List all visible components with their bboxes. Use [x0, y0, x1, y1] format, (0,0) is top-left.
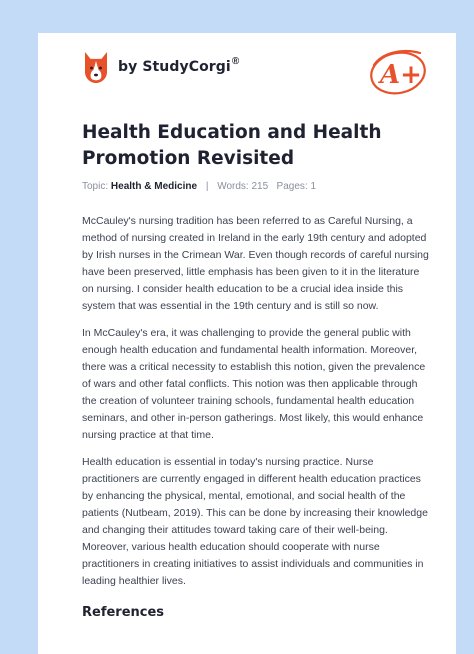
brand-name: by StudyCorgi: [118, 59, 231, 75]
grade-text: A+: [380, 60, 422, 90]
document-body: [82, 213, 432, 600]
topic-link[interactable]: Health & Medicine: [110, 181, 198, 192]
pages-count: 1: [310, 181, 317, 192]
body-paragraph: In McCauley's era, it was challenging to provide the general public with enough health education and fundamental health information. Moreover, there was a critical necessity to establish this notion, given the prevalence of wars and other fatal conflicts. This notion was then applicable through the creation of volunteer training schools, fundamental health education seminars, and other in-person gatherings. Most likely, this would enhance nursing practice at that time.: [82, 327, 426, 441]
grade-a-plus-badge: [364, 43, 440, 99]
body-paragraph: Health education is essential in today's nursing practice. Nurse practitioners are currently engaged in different health education practices by enhancing the physical, mental, emotional, and social health of the patients (Nutbeam, 2019). This can be done by increasing their knowledge and changing their attitudes toward taking care of their well-being. Moreover, various health education should cooperate with nurse practitioners in creating initiatives to assist individuals and communities in leading healthier lives.: [82, 456, 428, 587]
document-meta: [82, 181, 316, 192]
references-heading: References: [82, 605, 165, 620]
corgi-head-icon: [82, 50, 110, 84]
pages-label: Pages:: [276, 181, 308, 192]
brand-header[interactable]: [82, 47, 239, 87]
meta-separator: |: [205, 181, 209, 192]
registered-mark: ®: [231, 55, 240, 67]
body-paragraph: McCauley's nursing tradition has been referred to as Careful Nursing, a method of nursing created in Ireland in the early 19th century and adopted by Irish nurses in the Crimean War. Even though records of careful nursing have been preserved, little emphasis has been given to it in the literature on nursing. I consider health education to be a crucial idea inside this system that was essential in the 19th century and is still so now.: [82, 215, 429, 312]
words-label: Words:: [217, 181, 249, 192]
page-title: Health Education and Health Promotion Revisited: [82, 122, 382, 169]
document-page: [38, 33, 456, 654]
topic-label: Topic:: [82, 181, 109, 192]
words-count: 215: [251, 181, 269, 192]
